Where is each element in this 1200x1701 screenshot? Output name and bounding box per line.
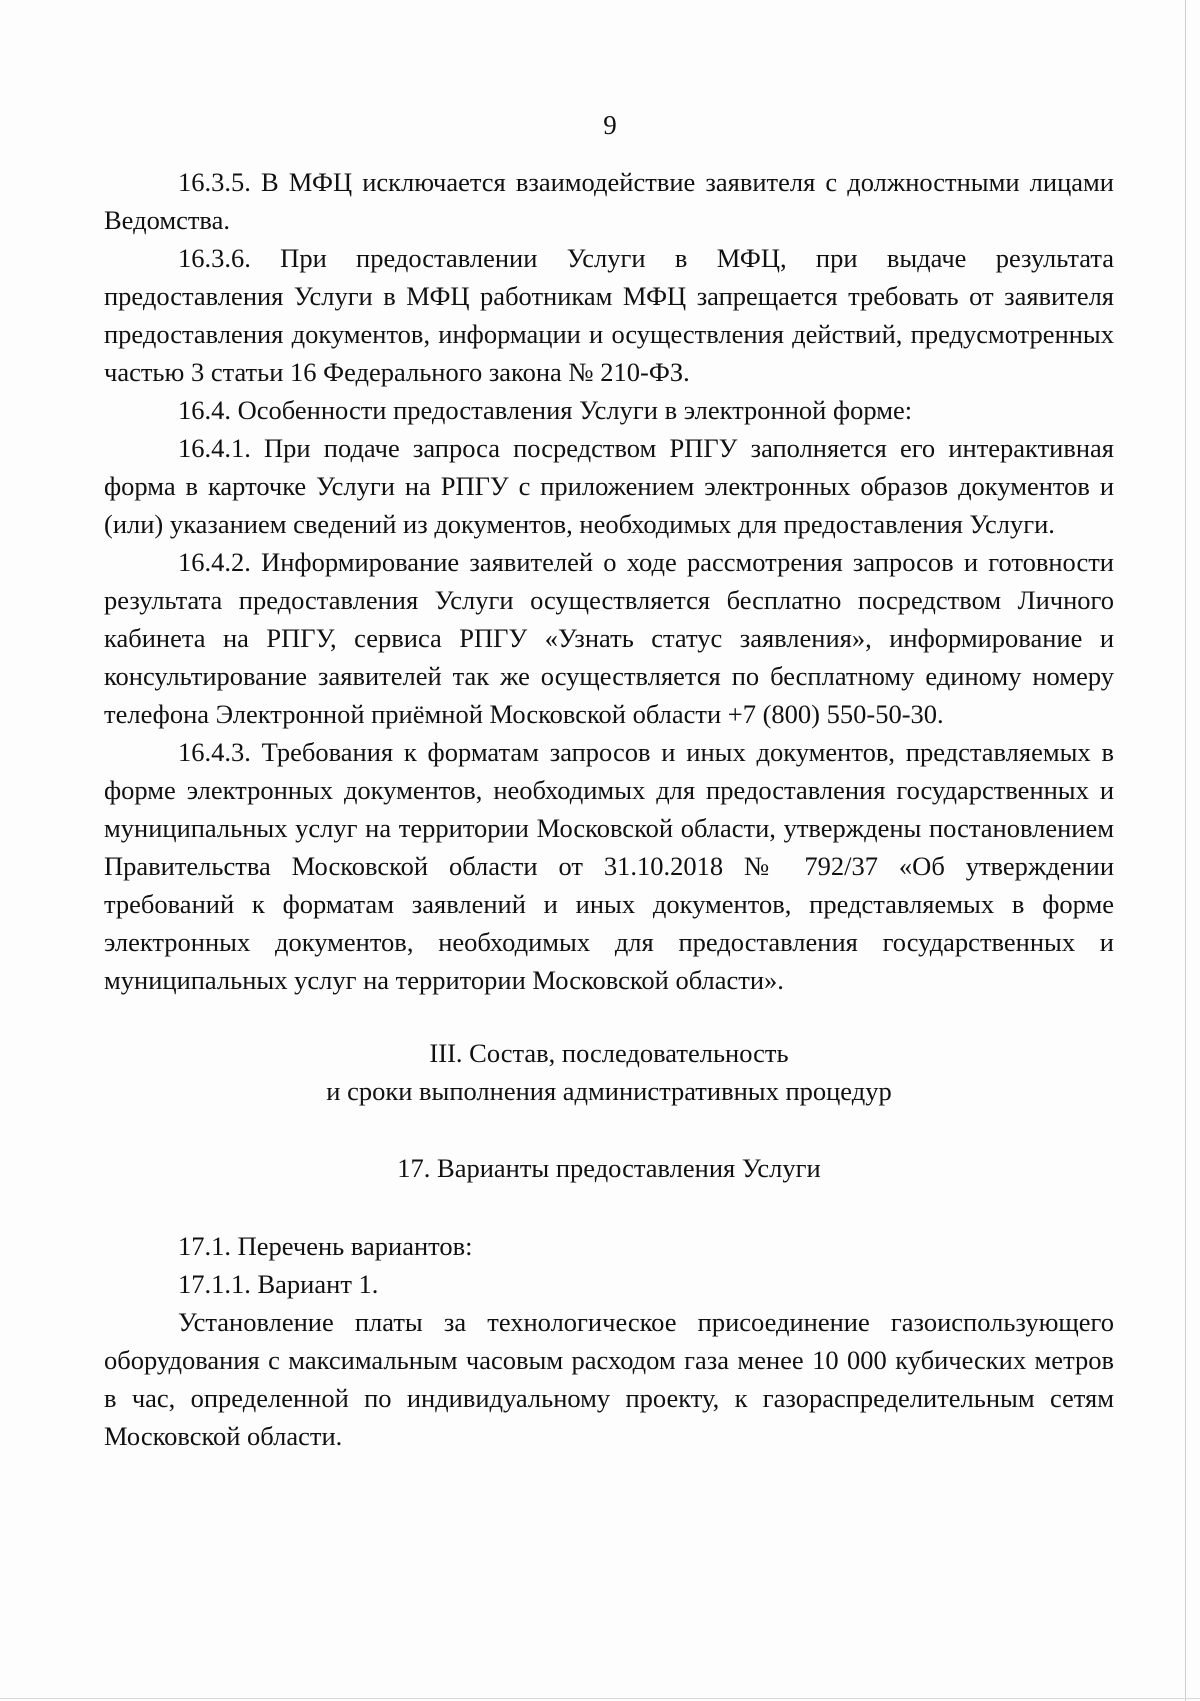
document-body — [104, 163, 1114, 1455]
paragraph-16-3-5: 16.3.5. В МФЦ исключается взаимодействие заявителя с должностными лицами Ведомства. — [104, 167, 1114, 235]
paragraph-17-1-1: 17.1.1. Вариант 1. — [178, 1269, 379, 1299]
paragraph-16-4-2: 16.4.2. Информирование заявителей о ходе рассмотрения запросов и готовности результата предоставления Услуги осуществляется бесплатно посредством Личного кабинета на РПГУ, сервиса РПГУ «Узнать статус заявления», информирование и консультирование заявителей так же осуществляется по бесплатному единому номеру телефона Электронной приёмной Московской области +7 (800) 550-50-30. — [104, 547, 1114, 729]
section-heading-line-2: и сроки выполнения административных процедур — [326, 1076, 892, 1106]
scan-edge-bottom — [0, 1698, 1200, 1699]
section-heading-line-1: III. Состав, последовательность — [429, 1038, 789, 1068]
subsection-heading: 17. Варианты предоставления Услуги — [397, 1153, 821, 1183]
paragraph-variant-1-description: Установление платы за технологическое присоединение газоиспользующего оборудования с максимальным часовым расходом газа менее 10 000 кубических метров в час, определенной по индивидуальному проекту, к газораспределительным сетям Московской области. — [104, 1307, 1114, 1451]
paragraph-16-3-6: 16.3.6. При предоставлении Услуги в МФЦ, при выдаче результата предоставления Услуги в МФЦ работникам МФЦ запрещается требовать от заявителя предоставления документов, информации и осуществления действий, предусмотренных частью 3 статьи 16 Федерального закона № 210-ФЗ. — [104, 243, 1114, 387]
section-heading — [104, 1034, 1114, 1110]
paragraph-16-4-3: 16.4.3. Требования к форматам запросов и иных документов, представляемых в форме электронных документов, необходимых для предоставления государственных и муниципальных услуг на территории Московской области, утверждены постановлением Правительства Московской области от 31.10.2018 № 792/37 «Об утверждении требований к форматам заявлений и иных документов, представляемых в форме электронных документов, необходимых для предоставления государственных и муниципальных услуг на территории Московской области». — [104, 737, 1114, 995]
scan-edge-right — [1185, 0, 1186, 1701]
page-number: 9 — [603, 110, 617, 140]
paragraph-16-4: 16.4. Особенности предоставления Услуги в электронной форме: — [178, 395, 913, 425]
paragraph-16-4-1: 16.4.1. При подаче запроса посредством РПГУ заполняется его интерактивная форма в карточке Услуги на РПГУ с приложением электронных образов документов и (или) указанием сведений из документов, необходимых для предоставления Услуги. — [104, 433, 1114, 539]
paragraph-17-1: 17.1. Перечень вариантов: — [178, 1231, 473, 1261]
